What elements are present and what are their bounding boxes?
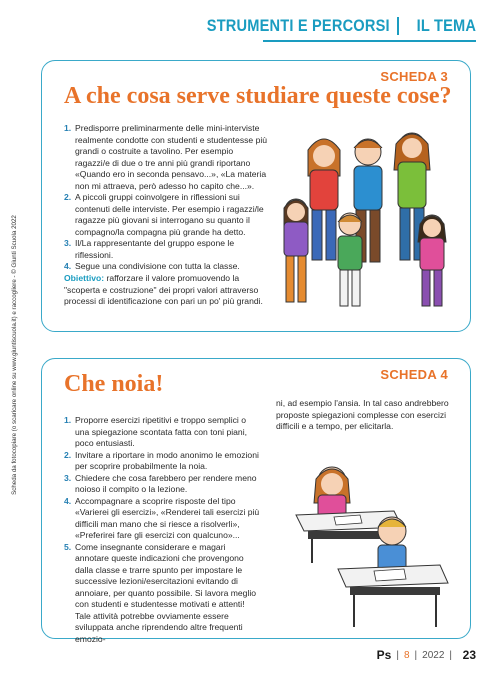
list-item: 2. Invitare a riportare in modo anonimo le emozioni per scoprire probabilmente la noia. bbox=[64, 449, 259, 471]
header-separator bbox=[397, 17, 399, 35]
list-item: 3. Chiedere che cosa farebbero per rendere meno noioso il compito o la lezione. bbox=[64, 472, 257, 494]
scheda-4-card bbox=[41, 358, 471, 644]
list-item: 1. Predisporre preliminarmente delle mini-interviste realmente condotte con studenti e studentesse più grandi o costruite a tavolino. Per esempio ragazzi/e di due o tre anni più grandi riportano «Quando ero in seconda pensavo...», «La materia non mi attraeva, però adesso ho capito che...». bbox=[64, 123, 268, 191]
theme-title: IL TEMA bbox=[416, 16, 476, 35]
scheda-4-title: Che noia! bbox=[64, 371, 164, 397]
scheda-3-objective: Obiettivo: rafforzare il valore promuovendo la "scoperta e costruzione" dei propri valori attraverso processi di identificazione con pari un po' più grandi. bbox=[64, 273, 263, 306]
children-group-illustration bbox=[272, 106, 462, 316]
scheda-3-steps bbox=[64, 123, 268, 273]
scheda-4-tag: SCHEDA 4 bbox=[380, 367, 448, 382]
list-item: 2. A piccoli gruppi coinvolgere in riflessioni sui contenuti delle interviste. Per esempio i ragazzi/le ragazze più giovani si interrogano su quanto il compagno/la compagna più grande ha detto. bbox=[64, 192, 264, 237]
boy-green-figure bbox=[338, 213, 362, 306]
issue-year: 2022 bbox=[422, 649, 445, 661]
list-item: 4. Accompagnare a scoprire risposte del tipo «Varierei gli esercizi», «Renderei tali esercizi più difficili man mano che si riesce a risolverli», «Preferirei fare gli esercizi con qualcuno»... bbox=[64, 495, 260, 540]
scheda-3-title: A che cosa serve studiare queste cose? bbox=[64, 83, 452, 109]
scheda-3-card bbox=[41, 60, 471, 332]
page-footer: Ps | 8 | 2022 | bbox=[376, 648, 452, 662]
page-header bbox=[177, 16, 476, 36]
issue-number: 8 bbox=[403, 649, 410, 661]
girl-purple-figure bbox=[284, 199, 308, 302]
section-title: STRUMENTI E PERCORSI bbox=[206, 16, 390, 35]
list-item: 4. Segue una condivisione con tutta la classe. bbox=[64, 261, 240, 271]
list-item: 1. Proporre esercizi ripetitivi e troppo semplici o una spiegazione scontata fatta con toni piani, poco entusiasti. bbox=[64, 415, 247, 448]
magazine-logo: Ps bbox=[376, 648, 392, 662]
bored-boy-figure bbox=[378, 517, 406, 573]
header-rule bbox=[263, 40, 476, 42]
girl-pink-figure bbox=[418, 215, 446, 306]
list-item: 5. Come insegnante considerare e magari annotare queste indicazioni che provengono dalla classe e trarre spunto per impostare le successive lezioni/esercitazioni evitando di annoiare, per quanto possibile. Si lavora meglio con studenti e studentesse motivati e attenti! Tale attività potrebbe ovviamente essere sviluppata anche riprendendo altre frequenti emozio- bbox=[64, 541, 257, 644]
scheda-4-continuation: ni, ad esempio l'ansia. In tal caso andrebbero proposte spiegazioni complesse con esercizi difficili e a tempo, per elicitarla. bbox=[276, 398, 449, 431]
list-item: 3. Il/La rappresentante del gruppo espone le riflessioni. bbox=[64, 238, 235, 260]
girl-red-figure bbox=[308, 139, 340, 260]
scheda-4-steps bbox=[64, 415, 260, 645]
bored-students-illustration bbox=[274, 451, 454, 633]
page-number: 23 bbox=[462, 648, 476, 662]
scheda-3-tag: SCHEDA 3 bbox=[380, 69, 448, 84]
front-desk bbox=[338, 565, 448, 627]
